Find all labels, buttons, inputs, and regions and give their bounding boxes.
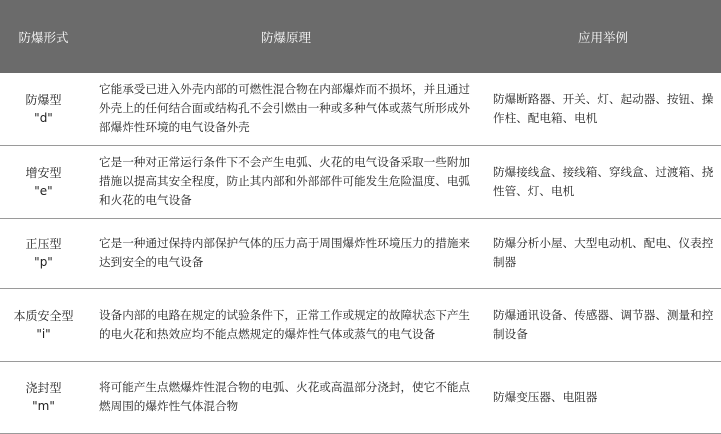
examples-cell: 防爆变压器、电阻器: [485, 361, 721, 433]
principle-cell: 将可能产生点燃爆炸性混合物的电弧、火花或高温部分浇封，使它不能点燃周围的爆炸性气体混合物: [87, 361, 485, 433]
type-cell: [0, 145, 87, 218]
examples-cell: 防爆断路器、开关、灯、起动器、按钮、操作柱、配电箱、电机: [485, 73, 721, 145]
type-code: "i": [36, 326, 51, 341]
type-name: 防爆型: [25, 92, 62, 107]
type-name: 浇封型: [25, 381, 62, 395]
type-code: "m": [32, 399, 55, 413]
table-row: [0, 73, 721, 145]
principle-cell: 它是一种通过保持内部保护气体的压力高于周围爆炸性环境压力的措施来达到安全的电气设备: [87, 218, 485, 288]
examples-cell: 防爆接线盒、接线箱、穿线盒、过渡箱、挠性管、灯、电机: [485, 145, 721, 218]
table-header-row: [0, 0, 721, 73]
type-cell: [0, 73, 87, 145]
type-cell: [0, 218, 87, 288]
type-code: "d": [34, 110, 53, 125]
type-name: 本质安全型: [13, 308, 74, 323]
table-row: [0, 361, 721, 433]
examples-cell: 防爆通讯设备、传感器、调节器、测量和控制设备: [485, 288, 721, 361]
examples-cell: 防爆分析小屋、大型电动机、配电、仪表控制器: [485, 218, 721, 288]
table-row: [0, 218, 721, 288]
type-name: 增安型: [25, 165, 62, 180]
principle-cell: 它是一种对正常运行条件下不会产生电弧、火花的电气设备采取一些附加措施以提高其安全程度，防止其内部和外部部件可能发生危险温度、电弧和火花的电气设备: [87, 145, 485, 218]
type-cell: [0, 361, 87, 433]
principle-cell: 它能承受已进入外壳内部的可燃性混合物在内部爆炸而不损坏，并且通过外壳上的任何结合面或结构孔不会引燃由一种或多种气体或蒸气所形成外部爆炸性环境的电气设备外壳: [87, 73, 485, 145]
table-row: [0, 288, 721, 361]
table-row: [0, 145, 721, 218]
type-name: 正压型: [25, 237, 62, 251]
header-examples: 应用举例: [577, 29, 628, 45]
type-code: "p": [34, 255, 53, 269]
header-type: 防爆形式: [18, 29, 69, 45]
type-code: "e": [34, 183, 53, 198]
type-cell: [0, 288, 87, 361]
header-principle: 防爆原理: [260, 29, 311, 45]
principle-cell: 设备内部的电路在规定的试验条件下，正常工作或规定的故障状态下产生的电火花和热效应均不能点燃规定的爆炸性气体或蒸气的电气设备: [87, 288, 485, 361]
